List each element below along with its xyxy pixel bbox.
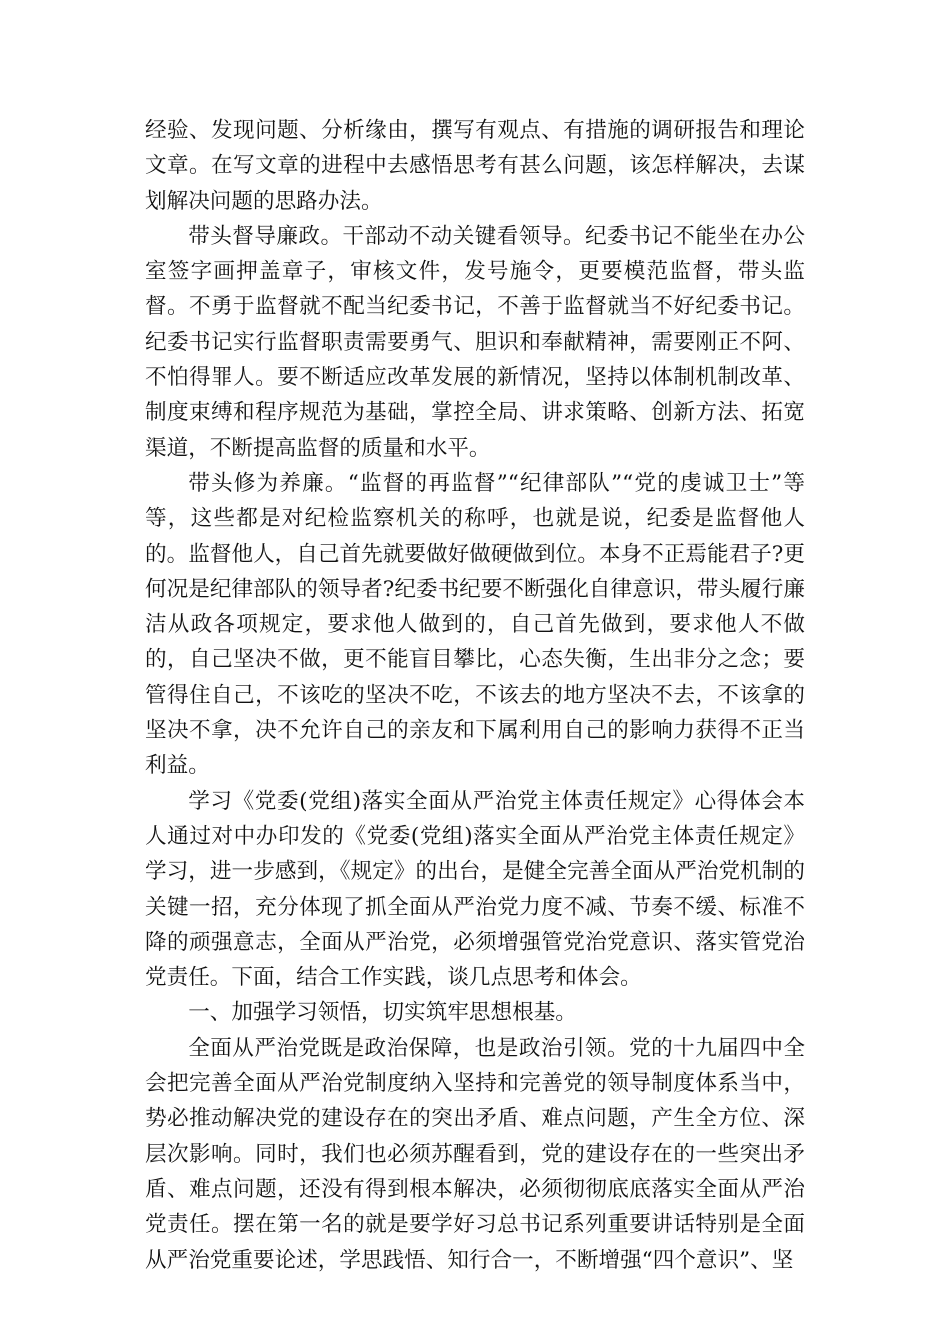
- paragraph-2: 带头督导廉政。干部动不动关键看领导。纪委书记不能坐在办公室签字画押盖章子，审核文件，发号施令，更要模范监督，带头监督。不勇于监督就不配当纪委书记，不善于监督就当不好纪委书记。纪委书记实行监督职责需要勇气、胆识和奉献精神，需要刚正不阿、不怕得罪人。要不断适应改革发展的新情况，坚持以体制机制改革、制度束缚和程序规范为基础，掌控全局、讲求策略、创新方法、拓宽渠道，不断提高监督的质量和水平。: [145, 223, 805, 461]
- paragraph-3: 带头修为养廉。“监督的再监督”“纪律部队”“党的虔诚卫士”等等，这些都是对纪检监察机关的称呼，也就是说，纪委是监督他人的。监督他人，自己首先就要做好做硬做到位。本身不正焉能君子?更何况是纪律部队的领导者?纪委书纪要不断强化自律意识，带头履行廉洁从政各项规定，要求他人做到的，自己首先做到，要求他人不做的，自己坚决不做，更不能盲目攀比，心态失衡，生出非分之念；要管得住自己，不该吃的坚决不吃，不该去的地方坚决不去，不该拿的坚决不拿，决不允许自己的亲友和下属利用自己的影响力获得不正当利益。: [145, 470, 805, 779]
- paragraph-4: 学习《党委(党组)落实全面从严治党主体责任规定》心得体会本人通过对中办印发的《党委(党组)落实全面从严治党主体责任规定》学习，进一步感到，《规定》的出台，是健全完善全面从严治党机制的关键一招，充分体现了抓全面从严治党力度不减、节奏不缓、标准不降的顽强意志，全面从严治党，必须增强管党治党意识、落实管党治党责任。下面，结合工作实践，谈几点思考和体会。: [145, 788, 805, 991]
- paragraph-5: 全面从严治党既是政治保障，也是政治引领。党的十九届四中全会把完善全面从严治党制度纳入坚持和完善党的领导制度体系当中，势必推动解决党的建设存在的突出矛盾、难点问题，产生全方位、深层次影响。同时，我们也必须苏醒看到，党的建设存在的一些突出矛盾、难点问题，还没有得到根本解决，必须彻彻底底落实全面从严治党责任。摆在第一名的就是要学好习总书记系列重要讲话特别是全面从严治党重要论述，学思践悟、知行合一，不断增强“四个意识”、坚: [145, 1035, 805, 1273]
- document-page: [145, 113, 805, 1278]
- section-heading: 一、加强学习领悟，切实筑牢思想根基。: [188, 1000, 577, 1026]
- paragraph-1: 经验、发现问题、分析缘由，撰写有观点、有措施的调研报告和理论文章。在写文章的进程中去感悟思考有甚么问题，该怎样解决，去谋划解决问题的思路办法。: [145, 118, 805, 214]
